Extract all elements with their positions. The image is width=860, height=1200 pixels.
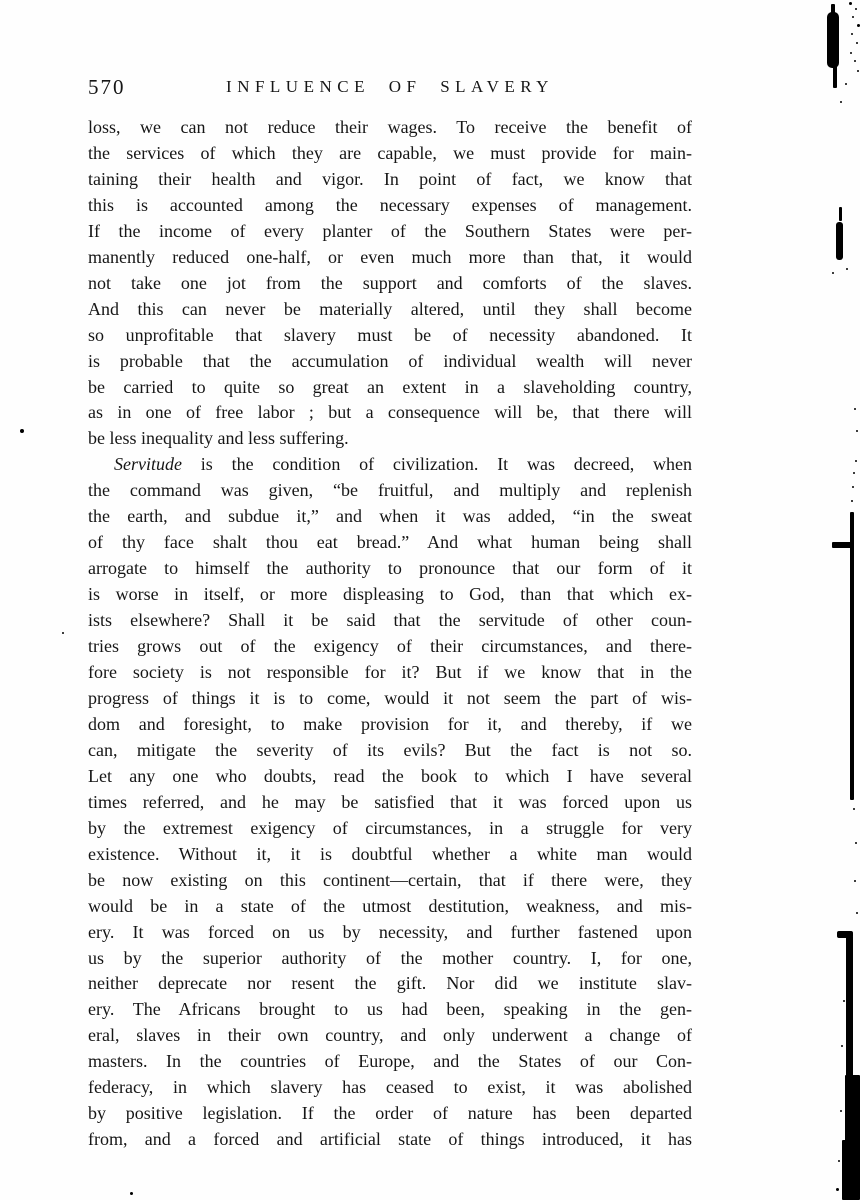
text-line: loss, we can not reduce their wages. To receive the benefit of — [88, 117, 692, 137]
text-line: the command was given, “be fruitful, and multiply and replenish — [88, 480, 692, 501]
scan-speck — [856, 42, 858, 44]
running-header — [88, 74, 692, 100]
text-line: from, and a forced and artificial state of things introduced, it has — [88, 1129, 692, 1150]
scan-speck — [836, 1188, 839, 1191]
text-line: fore society is not responsible for it? But if we know that in the — [88, 662, 692, 683]
scan-speck — [841, 1045, 843, 1047]
text-line: taining their health and vigor. In point of fact, we know that — [88, 168, 692, 189]
italic-lead-word: Servitude — [114, 454, 182, 475]
text-line: be carried to quite so great an extent in a slaveholding country, — [88, 376, 692, 397]
scan-speck — [855, 460, 857, 462]
scan-speck — [20, 429, 24, 433]
scan-speck — [856, 430, 858, 432]
text-line: by the extremest exigency of circumstances, in a struggle for very — [88, 817, 692, 838]
scan-speck — [854, 60, 856, 62]
scan-speck — [838, 1160, 840, 1162]
text-line: Servitude is the condition of civilization. It was decreed, when — [114, 454, 692, 475]
ink-smudge — [833, 66, 837, 88]
scan-speck — [852, 486, 854, 488]
paragraph — [88, 115, 692, 452]
text-line: dom and foresight, to make provision for it, and thereby, if we — [88, 713, 692, 734]
text-line: can, mitigate the severity of its evils? But the fact is not so. — [88, 739, 692, 760]
text-line: as in one of free labor ; but a consequence will be, that there will — [88, 402, 692, 423]
text-line: tries grows out of the exigency of their circumstances, and there- — [88, 636, 692, 657]
ink-smudge — [850, 512, 854, 800]
scan-speck — [849, 2, 852, 5]
text-line: existence. Without it, it is doubtful whether a white man would — [88, 843, 692, 864]
scan-speck — [840, 1110, 842, 1112]
scan-speck — [854, 880, 856, 882]
scan-speck — [846, 268, 848, 270]
scan-speck — [840, 101, 842, 103]
ink-smudge — [831, 4, 835, 16]
scan-speck — [130, 1192, 133, 1195]
running-header-title: INFLUENCE OF SLAVERY — [226, 77, 554, 96]
scan-speck — [853, 808, 855, 810]
text-line: eral, slaves in their own country, and only underwent a change of — [88, 1025, 692, 1046]
paragraph — [88, 452, 692, 1153]
scan-speck — [856, 912, 858, 914]
scan-speck — [855, 842, 857, 844]
text-line: ery. It was forced on us by necessity, and further fastened upon — [88, 921, 692, 942]
scan-speck — [62, 632, 64, 634]
ink-smudge — [846, 936, 853, 1086]
text-line: by positive legislation. If the order of nature has been departed — [88, 1103, 692, 1124]
page-number: 570 — [88, 75, 126, 99]
scan-speck — [854, 408, 856, 410]
text-line: progress of things it is to come, would it not seem the part of wis- — [88, 687, 692, 708]
scan-speck — [843, 1000, 845, 1002]
text-line: not take one jot from the support and comforts of the slaves. — [88, 272, 692, 293]
text-line: arrogate to himself the authority to pronounce that our form of it — [88, 558, 692, 579]
text-line: the earth, and subdue it,” and when it was added, “in the sweat — [88, 506, 692, 527]
ink-smudge — [842, 1140, 860, 1200]
scan-speck — [851, 33, 853, 35]
scan-speck — [857, 70, 859, 72]
text-line: times referred, and he may be satisfied that it was forced upon us — [88, 791, 692, 812]
scan-speck — [853, 472, 855, 474]
scan-speck — [845, 83, 847, 85]
text-line: so unprofitable that slavery must be of necessity abandoned. It — [88, 324, 692, 345]
text-line: ists elsewhere? Shall it be said that the servitude of other coun- — [88, 610, 692, 631]
text-line: the services of which they are capable, we must provide for main- — [88, 142, 692, 163]
page-body — [88, 115, 692, 1153]
ink-smudge — [839, 207, 842, 221]
scan-speck — [850, 52, 852, 54]
text-line: And this can never be materially altered, until they shall become — [88, 298, 692, 319]
text-line: us by the superior authority of the mother country. I, for one, — [88, 947, 692, 968]
text-line: federacy, in which slavery has ceased to exist, it was abolished — [88, 1077, 692, 1098]
text-line: is worse in itself, or more displeasing to God, than that which ex- — [88, 584, 692, 605]
text-line: this is accounted among the necessary expenses of management. — [88, 194, 692, 215]
text-line: of thy face shalt thou eat bread.” And what human being shall — [88, 532, 692, 553]
text-line: manently reduced one-half, or even much more than that, it would — [88, 246, 692, 267]
ink-smudge — [845, 1075, 860, 1145]
scan-speck — [832, 272, 834, 274]
text-line: is probable that the accumulation of individual wealth will never — [88, 350, 692, 371]
text-line: would be in a state of the utmost destitution, weakness, and mis- — [88, 895, 692, 916]
text-line: be less inequality and less suffering. — [88, 428, 349, 449]
scan-speck — [852, 16, 854, 18]
text-line: neither deprecate nor resent the gift. Nor did we institute slav- — [88, 973, 692, 994]
text-line: masters. In the countries of Europe, and the States of our Con- — [88, 1051, 692, 1072]
scan-speck — [855, 8, 857, 10]
text-line: be now existing on this continent—certain, that if there were, they — [88, 869, 692, 890]
text-line: Let any one who doubts, read the book to which I have several — [88, 765, 692, 786]
text-line: If the income of every planter of the Southern States were per- — [88, 220, 692, 241]
ink-smudge — [836, 222, 843, 260]
text-line: ery. The Africans brought to us had been, speaking in the gen- — [88, 999, 692, 1020]
ink-smudge — [827, 12, 839, 68]
scan-speck — [851, 500, 853, 502]
